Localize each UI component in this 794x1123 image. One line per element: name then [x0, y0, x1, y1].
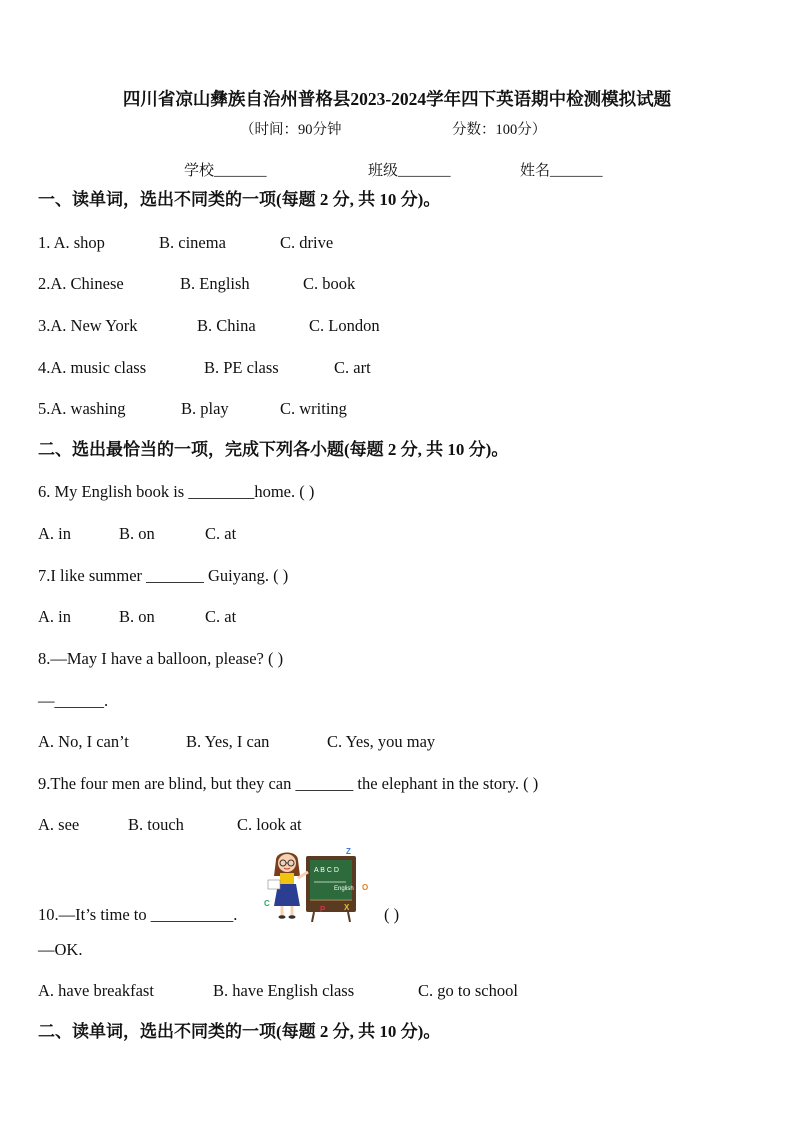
- q10-stem: 10.—It’s time to __________.: [38, 905, 238, 924]
- q6-option-b: B. on: [119, 524, 155, 543]
- q4-option-c: C. art: [334, 358, 371, 377]
- q5-option-b: B. play: [181, 399, 229, 418]
- q3-option-c: C. London: [309, 316, 380, 335]
- q1-option-c: C. drive: [280, 233, 334, 252]
- exam-time: （时间：90分钟: [240, 122, 342, 138]
- q7-option-a: A. in: [38, 607, 71, 626]
- q3-option-a: 3.A. New York: [38, 316, 138, 335]
- q7-option-c: C. at: [205, 607, 237, 626]
- name-field: 姓名_______: [520, 163, 603, 179]
- q10-reply: —OK.: [38, 940, 83, 959]
- q4-option-a: 4.A. music class: [38, 358, 147, 377]
- letter-o: O: [362, 883, 369, 892]
- letter-x: X: [344, 903, 350, 912]
- q2-option-b: B. English: [180, 274, 250, 293]
- q10-option-a: A. have breakfast: [38, 981, 154, 1000]
- q8-option-b: B. Yes, I can: [186, 732, 270, 751]
- q3-option-b: B. China: [197, 316, 256, 335]
- q4-option-b: B. PE class: [204, 358, 279, 377]
- board-abcd-text: A B C D: [314, 867, 339, 874]
- letter-z: Z: [346, 847, 351, 856]
- q5-option-c: C. writing: [280, 399, 347, 418]
- q10-option-c: C. go to school: [418, 981, 518, 1000]
- q7-stem: 7.I like summer _______ Guiyang. ( ): [38, 566, 289, 585]
- school-field: 学校_______: [184, 163, 267, 179]
- section2-heading: 二、选出最恰当的一项，完成下列各小题(每题 2 分, 共 10 分)。: [38, 440, 509, 459]
- letter-c: C: [264, 899, 270, 908]
- q6-option-a: A. in: [38, 524, 71, 543]
- q8-option-a: A. No, I can’t: [38, 732, 129, 751]
- q8-reply: —______.: [38, 691, 109, 710]
- q8-stem: 8.—May I have a balloon, please? ( ): [38, 649, 284, 668]
- q1-option-b: B. cinema: [159, 233, 226, 252]
- q6-stem: 6. My English book is ________home. ( ): [38, 482, 315, 501]
- q6-option-c: C. at: [205, 524, 237, 543]
- q2-option-a: 2.A. Chinese: [38, 274, 124, 293]
- q2-option-c: C. book: [303, 274, 356, 293]
- q8-option-c: C. Yes, you may: [327, 732, 436, 751]
- q9-option-a: A. see: [38, 815, 80, 834]
- board-english-text: English: [334, 886, 354, 892]
- class-field: 班级_______: [368, 163, 451, 179]
- q1-option-a: 1. A. shop: [38, 233, 105, 252]
- q10-option-b: B. have English class: [213, 981, 355, 1000]
- exam-title: 四川省凉山彝族自治州普格县2023-2024学年四下英语期中检测模拟试题: [122, 89, 672, 109]
- q9-stem: 9.The four men are blind, but they can _______ the elephant in the story. ( ): [38, 774, 539, 793]
- letter-p: P: [320, 905, 326, 914]
- q9-option-b: B. touch: [128, 815, 184, 834]
- q9-option-c: C. look at: [237, 815, 302, 834]
- exam-score: 分数：100分）: [452, 122, 547, 138]
- q7-option-b: B. on: [119, 607, 155, 626]
- section3-heading: 二、读单词，选出不同类的一项(每题 2 分, 共 10 分)。: [38, 1022, 441, 1041]
- teacher-blackboard-illustration: [262, 846, 370, 922]
- section1-heading: 一、读单词，选出不同类的一项(每题 2 分, 共 10 分)。: [38, 190, 441, 209]
- q5-option-a: 5.A. washing: [38, 399, 126, 418]
- q10-bracket: ( ): [384, 905, 400, 924]
